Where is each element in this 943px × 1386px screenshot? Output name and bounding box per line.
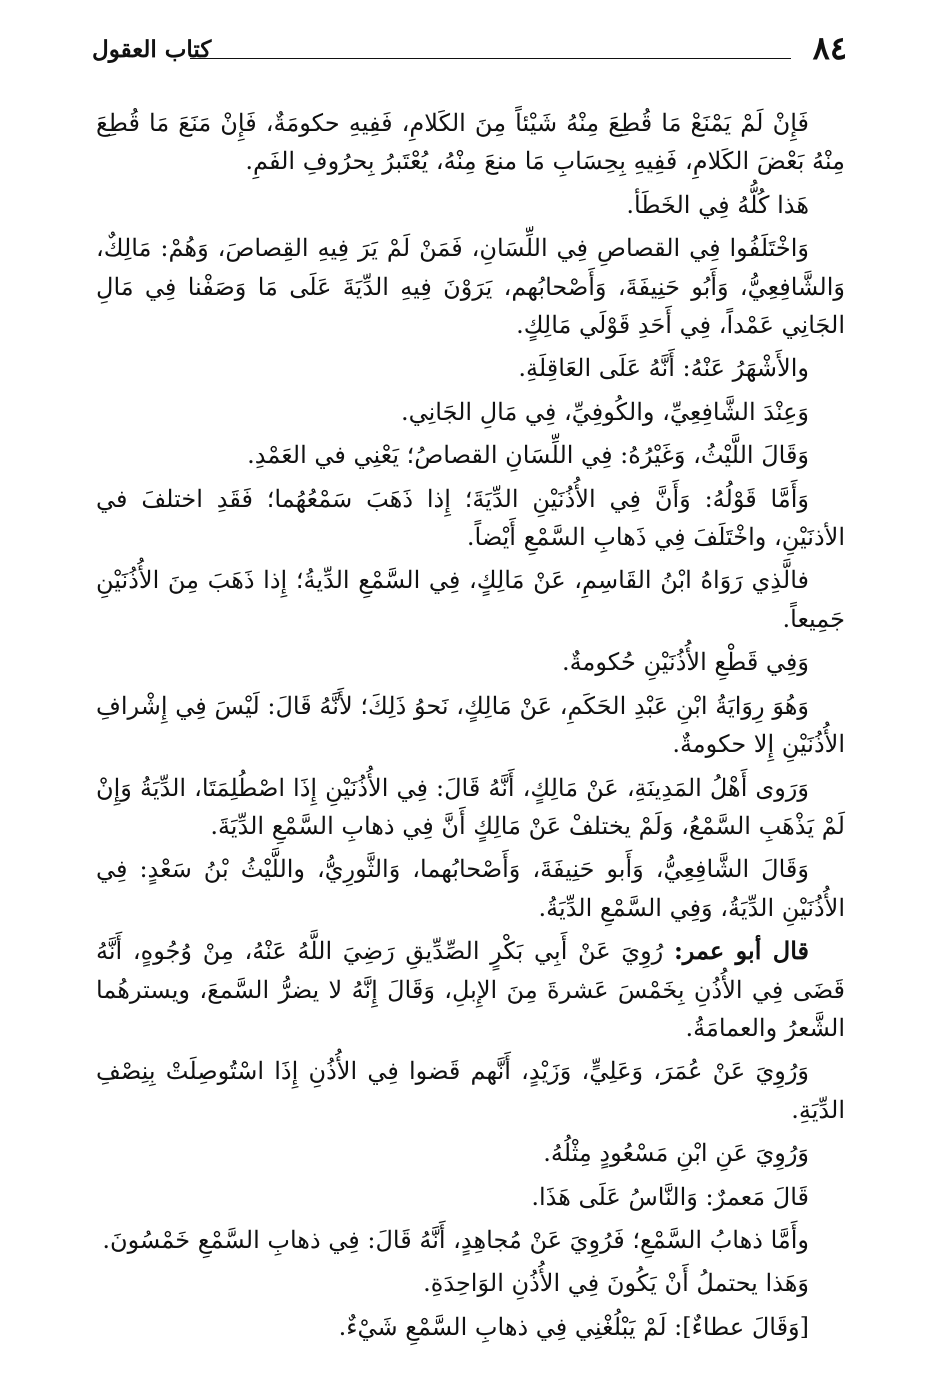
paragraph — [96, 1052, 845, 1129]
paragraph-text: هَذا كُلُّهُ فِي الخَطَأ. — [626, 190, 809, 219]
paragraph — [96, 393, 845, 431]
paragraph — [96, 1134, 845, 1172]
paragraph-text: فَإِنْ لَمْ يَمْنَعْ مَا قُطِعَ مِنْهُ شَيْئاً مِنَ الكَلامِ، فَفِيهِ حكومَةٌ، فَإِنْ مَنَعَ مَا قُطِعَ مِنْهُ بَعْضَ الكَلامِ، فَفِيهِ بِحِسَابِ مَا منعَ مِنْهُ، يُعْتَبرُ بِحرُوفِ الفَمِ. — [96, 109, 845, 176]
paragraph-text: وَعِنْدَ الشَّافِعِيِّ، والكُوفِيِّ، فِي مَالِ الجَانِي. — [400, 397, 809, 426]
paragraph-text: قَالَ مَعمرٌ: وَالنَّاسُ عَلَى هَذَا. — [531, 1182, 809, 1211]
paragraph-text: وَأَمَّا قَوْلُهُ: وَأَنَّ فِي الأُذُنَيْنِ الدِّيَةَ؛ إِذا ذَهَبَ سَمْعُهُما؛ فَقَدِ اختلفَ في الأذنَيْنِ، واخْتَلَفَ فِي ذَهابِ السَّمْعِ أَيْضاً. — [96, 484, 845, 552]
paragraph — [96, 687, 845, 764]
paragraph-text: [وَقَالَ عطاءٌ]: لَمْ يَبْلُغْنِي فِي ذهابِ السَّمْعِ شَيْءٌ. — [338, 1312, 809, 1341]
paragraph-text: فالَّذِي رَوَاهُ ابْنُ القَاسِمِ، عَنْ مَالِكٍ، فِي السَّمْعِ الدِّيةُ؛ إِذا ذَهَبَ مِنَ الأُذُنَيْنِ جَمِيعاً. — [96, 566, 845, 633]
page-number: ٨٤ — [812, 29, 847, 67]
paragraph — [96, 480, 845, 557]
running-title: كتاب العقول — [92, 36, 212, 63]
paragraph — [96, 229, 845, 344]
paragraph — [96, 104, 845, 181]
paragraph — [96, 1264, 845, 1302]
paragraph-text: وَقَالَ اللَّيْثُ، وَغَيْرُهُ: فِي اللِّسَانِ القصاصُ؛ يَعْنِي في العَمْدِ. — [247, 441, 809, 470]
page-body — [96, 104, 845, 1351]
paragraph-text: وَهَذا يحتملُ أَنْ يَكُونَ فِي الأُذُنِ الوَاحِدَةِ. — [423, 1269, 809, 1298]
paragraph-text: والأَشْهَرُ عَنْهُ: أَنَّهُ عَلَى العَاقِلَةِ. — [518, 354, 809, 383]
paragraph — [96, 643, 845, 681]
paragraph — [96, 1308, 845, 1346]
paragraph-text: وَاخْتَلَفُوا فِي القصاصِ فِي اللِّسَانِ، فَمَنْ لَمْ يَرَ فِيهِ القِصاصَ، وَهُمْ: مَالِكٌ، وَالشَّافِعِيُّ، وَأَبُو حَنِيفَةَ، وَأَصْحابُهم، يَرَوْنَ فِيهِ الدِّيَةَ عَلَى مَا وَصَفْنا فِي مَالِ الجَانِي عَمْداً، فِي أَحَدِ قَوْلَي مَالِكٍ. — [96, 234, 845, 340]
paragraph-text: وأَمَّا ذهابُ السَّمْعِ؛ فَرُوِيَ عَنْ مُجاهِدٍ، أَنَّهُ قَالَ: فِي ذهابِ السَّمْعِ خَمْسُونَ. — [102, 1225, 809, 1254]
paragraph-text: وَرَوى أَهْلُ المَدِينَةِ، عَنْ مَالِكٍ، أَنَّهُ قَالَ: فِي الأُذُنَيْنِ إِذَا اصْطُلِمَتَا، الدِّيَةُ وَإِنْ لَمْ يَذْهَبِ السَّمْعُ، وَلَمْ يختلفْ عَنْ مَالِكٍ أَنَّ فِي ذهابِ السَّمْعِ الدِّيَةَ. — [96, 773, 845, 840]
speaker-label: قال أبو عمر: — [673, 936, 809, 966]
paragraph — [96, 1178, 845, 1216]
paragraph-text: وَقَالَ الشَّافِعِيُّ، وَأَبو حَنِيفَةَ، وَأَصْحابُهما، وَالثَّورِيُّ، واللَّيْثُ بْنُ سَعْدٍ: فِي الأُذُنَيْنِ الدِّيَةُ، وَفِي السَّمْعِ الدِّيَةُ. — [96, 855, 845, 922]
paragraph-text: رُوِيَ عَنْ أَبِي بَكْرٍ الصِّدِّيقِ رَضِيَ اللَّهُ عَنْهُ، مِنْ وُجُوهٍ، أَنَّهُ قَضَى فِي الأُذُنِ بِخَمْسَ عَشرةَ مِنَ الإِبلِ، وَقَالَ إِنَّهُ لا يضرُّ السَّمعَ، ويسترهُما الشَّعرُ والعمامَةُ. — [96, 937, 845, 1042]
paragraph — [96, 1221, 845, 1259]
paragraph — [96, 561, 845, 638]
paragraph — [96, 850, 845, 927]
paragraph-text: وَهُوَ رِوَايَةُ ابْنِ عَبْدِ الحَكَمِ، عَنْ مَالِكٍ، نَحوُ ذَلِكَ؛ لأَنَّهُ قَالَ: لَيْسَ فِي إِشْرافِ الأُذُنَيْنِ إِلا حكومةٌ. — [96, 691, 845, 759]
paragraph-text: وَفِي قَطْعِ الأُذُنَيْنِ حُكومةٌ. — [562, 648, 809, 677]
paragraph — [96, 436, 845, 474]
paragraph-text: وَرُوِيَ عَنِ ابْنِ مَسْعُودٍ مِثْلُهُ. — [543, 1139, 809, 1168]
paragraph — [96, 349, 845, 387]
paragraph — [96, 186, 845, 224]
paragraph — [96, 769, 845, 846]
paragraph-text: وَرُوِيَ عَنْ عُمَرَ، وَعَلِيٍّ، وَزَيْدٍ، أَنَّهم قَضوا فِي الأُذُنِ إِذَا اسْتُوصِلَتْ بِنِصْفِ الدِّيَةِ. — [96, 1057, 845, 1124]
page-header — [92, 30, 847, 70]
header-rule — [190, 58, 791, 59]
paragraph — [96, 932, 845, 1047]
